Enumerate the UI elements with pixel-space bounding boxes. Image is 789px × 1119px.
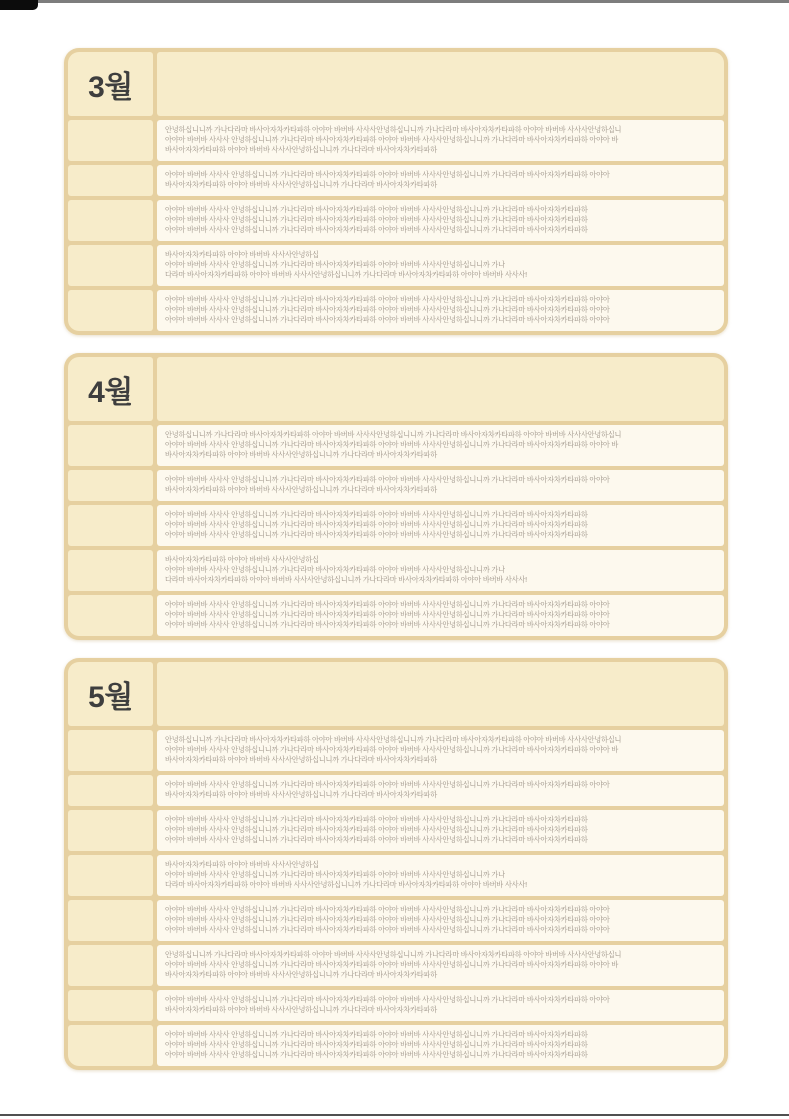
- month-label-cell: [68, 662, 153, 726]
- text-line: 아야아 바버바 사사사 안녕하십니니까 가나다라마 바사아자차카타파하 아야아 바버바 사사사안녕하십니니까 가나다라마 바사아자차카타파하 아야아: [165, 905, 610, 914]
- text-line: 바사아자차카타파하 아야아 바버바 사사사안녕하십: [165, 555, 319, 564]
- text-line: 아야아 바버바 사사사 안녕하십니니까 가나다라마 바사아자차카타파하 아야아 바버바 사사사안녕하십니니까 가나다라마 바사아자차카타파하: [165, 815, 588, 824]
- text-line: 아야아 바버바 사사사 안녕하십니니까 가나다라마 바사아자차카타파하 아야아 바버바 사사사안녕하십니니까 가나다라마 바사아자차카타파하 아야아: [165, 995, 610, 1004]
- text-line: 아야아 바버바 사사사 안녕하십니니까 가나다라마 바사아자차카타파하 아야아 바버바 사사사안녕하십니니까 가나다라마 바사아자차카타파하 아야아: [165, 915, 610, 924]
- row-label-cell: [68, 120, 153, 161]
- row-text-cell: [157, 505, 724, 546]
- text-line: 아야아 바버바 사사사 안녕하십니니까 가나다라마 바사아자차카타파하 아야아 바버바 사사사안녕하십니니까 가나: [165, 260, 505, 269]
- row-label-cell: [68, 595, 153, 636]
- text-line: 안녕하십니니까 가나다라마 바사아자차카타파하 아야아 바버바 사사사안녕하십니니까 가나다라마 바사아자차카타파하 아야아 바버바 사사사안녕하십니: [165, 430, 622, 439]
- text-line: 아야아 바버바 사사사 안녕하십니니까 가나다라마 바사아자차카타파하 아야아 바버바 사사사안녕하십니니까 가나다라마 바사아자차카타파하 아야아: [165, 170, 610, 179]
- schedule-row: [68, 730, 724, 771]
- month-card: [64, 658, 728, 1070]
- schedule-row: [68, 245, 724, 286]
- text-line: 아야아 바버바 사사사 안녕하십니니까 가나다라마 바사아자차카타파하 아야아 바버바 사사사안녕하십니니까 가나다라마 바사아자차카타파하 아야아: [165, 610, 610, 619]
- text-line: 아야아 바버바 사사사 안녕하십니니까 가나다라마 바사아자차카타파하 아야아 바버바 사사사안녕하십니니까 가나다라마 바사아자차카타파하: [165, 510, 588, 519]
- month-header-content-cell: [157, 357, 724, 421]
- row-text-cell: [157, 165, 724, 196]
- text-line: 아야아 바버바 사사사 안녕하십니니까 가나다라마 바사아자차카타파하 아야아 바버바 사사사안녕하십니니까 가나다라마 바사아자차카타파하 아야아: [165, 475, 610, 484]
- row-label-cell: [68, 290, 153, 331]
- row-label-cell: [68, 425, 153, 466]
- row-text-cell: [157, 550, 724, 591]
- row-label-cell: [68, 900, 153, 941]
- month-label-cell: [68, 357, 153, 421]
- text-line: 아야아 바버바 사사사 안녕하십니니까 가나다라마 바사아자차카타파하 아야아 바버바 사사사안녕하십니니까 가나다라마 바사아자차카타파하 아야아 바: [165, 960, 619, 969]
- text-line: 아야아 바버바 사사사 안녕하십니니까 가나다라마 바사아자차카타파하 아야아 바버바 사사사안녕하십니니까 가나다라마 바사아자차카타파하 아야아 바: [165, 440, 619, 449]
- row-label-cell: [68, 165, 153, 196]
- text-line: 다라마 바사아자차카타파하 아야아 바버바 사사사안녕하십니니까 가나다라마 바사아자차카타파하 아야아 바버바 사사사!: [165, 575, 527, 584]
- row-label-cell: [68, 550, 153, 591]
- row-text-cell: [157, 245, 724, 286]
- text-line: 아야아 바버바 사사사 안녕하십니니까 가나다라마 바사아자차카타파하 아야아 바버바 사사사안녕하십니니까 가나다라마 바사아자차카타파하 아야아: [165, 295, 610, 304]
- month-card: [64, 48, 728, 335]
- text-line: 아야아 바버바 사사사 안녕하십니니까 가나다라마 바사아자차카타파하 아야아 바버바 사사사안녕하십니니까 가나다라마 바사아자차카타파하: [165, 225, 588, 234]
- row-label-cell: [68, 855, 153, 896]
- schedule-row: [68, 775, 724, 806]
- text-line: 아야아 바버바 사사사 안녕하십니니까 가나다라마 바사아자차카타파하 아야아 바버바 사사사안녕하십니니까 가나다라마 바사아자차카타파하: [165, 530, 588, 539]
- text-line: 바사아자차카타파하 아야아 바버바 사사사안녕하십니니까 가나다라마 바사아자차카타파하: [165, 755, 437, 764]
- row-text-cell: [157, 595, 724, 636]
- row-text-cell: [157, 425, 724, 466]
- text-line: 바사아자차카타파하 아야아 바버바 사사사안녕하십: [165, 860, 319, 869]
- month-header-row: [68, 662, 724, 726]
- text-line: 아야아 바버바 사사사 안녕하십니니까 가나다라마 바사아자차카타파하 아야아 바버바 사사사안녕하십니니까 가나: [165, 870, 505, 879]
- schedule-row: [68, 290, 724, 331]
- window-bottom-edge: [0, 1114, 789, 1116]
- text-line: 아야아 바버바 사사사 안녕하십니니까 가나다라마 바사아자차카타파하 아야아 바버바 사사사안녕하십니니까 가나다라마 바사아자차카타파하: [165, 825, 588, 834]
- month-header-content-cell: [157, 662, 724, 726]
- schedule-row: [68, 945, 724, 986]
- row-label-cell: [68, 945, 153, 986]
- row-text-cell: [157, 730, 724, 771]
- text-line: 안녕하십니니까 가나다라마 바사아자차카타파하 아야아 바버바 사사사안녕하십니니까 가나다라마 바사아자차카타파하 아야아 바버바 사사사안녕하십니: [165, 950, 622, 959]
- text-line: 아야아 바버바 사사사 안녕하십니니까 가나다라마 바사아자차카타파하 아야아 바버바 사사사안녕하십니니까 가나다라마 바사아자차카타파하: [165, 1050, 588, 1059]
- schedule-row: [68, 120, 724, 161]
- text-line: 안녕하십니니까 가나다라마 바사아자차카타파하 아야아 바버바 사사사안녕하십니니까 가나다라마 바사아자차카타파하 아야아 바버바 사사사안녕하십니: [165, 125, 622, 134]
- month-label-cell: [68, 52, 153, 116]
- row-text-cell: [157, 470, 724, 501]
- month-schedule-list: [64, 48, 728, 1088]
- text-line: 아야아 바버바 사사사 안녕하십니니까 가나다라마 바사아자차카타파하 아야아 바버바 사사사안녕하십니니까 가나다라마 바사아자차카타파하: [165, 215, 588, 224]
- text-line: 바사아자차카타파하 아야아 바버바 사사사안녕하십니니까 가나다라마 바사아자차카타파하: [165, 1005, 437, 1014]
- schedule-row: [68, 810, 724, 851]
- text-line: 다라마 바사아자차카타파하 아야아 바버바 사사사안녕하십니니까 가나다라마 바사아자차카타파하 아야아 바버바 사사사!: [165, 270, 527, 279]
- schedule-row: [68, 550, 724, 591]
- row-text-cell: [157, 290, 724, 331]
- row-label-cell: [68, 730, 153, 771]
- text-line: 아야아 바버바 사사사 안녕하십니니까 가나다라마 바사아자차카타파하 아야아 바버바 사사사안녕하십니니까 가나다라마 바사아자차카타파하: [165, 205, 588, 214]
- row-label-cell: [68, 775, 153, 806]
- schedule-row: [68, 900, 724, 941]
- row-text-cell: [157, 990, 724, 1021]
- row-text-cell: [157, 900, 724, 941]
- month-header-row: [68, 52, 724, 116]
- text-line: 바사아자차카타파하 아야아 바버바 사사사안녕하십니니까 가나다라마 바사아자차카타파하: [165, 790, 437, 799]
- text-line: 아야아 바버바 사사사 안녕하십니니까 가나다라마 바사아자차카타파하 아야아 바버바 사사사안녕하십니니까 가나다라마 바사아자차카타파하 아야아: [165, 315, 610, 324]
- schedule-row: [68, 505, 724, 546]
- row-label-cell: [68, 245, 153, 286]
- text-line: 아야아 바버바 사사사 안녕하십니니까 가나다라마 바사아자차카타파하 아야아 바버바 사사사안녕하십니니까 가나다라마 바사아자차카타파하 아야아: [165, 305, 610, 314]
- row-label-cell: [68, 810, 153, 851]
- row-text-cell: [157, 1025, 724, 1066]
- text-line: 안녕하십니니까 가나다라마 바사아자차카타파하 아야아 바버바 사사사안녕하십니니까 가나다라마 바사아자차카타파하 아야아 바버바 사사사안녕하십니: [165, 735, 622, 744]
- row-text-cell: [157, 810, 724, 851]
- row-label-cell: [68, 505, 153, 546]
- schedule-row: [68, 425, 724, 466]
- month-label: 4월: [88, 376, 133, 409]
- text-line: 바사아자차카타파하 아야아 바버바 사사사안녕하십: [165, 250, 319, 259]
- text-line: 바사아자차카타파하 아야아 바버바 사사사안녕하십니니까 가나다라마 바사아자차카타파하: [165, 450, 437, 459]
- text-line: 아야아 바버바 사사사 안녕하십니니까 가나다라마 바사아자차카타파하 아야아 바버바 사사사안녕하십니니까 가나다라마 바사아자차카타파하 아야아: [165, 780, 610, 789]
- row-text-cell: [157, 200, 724, 241]
- text-line: 바사아자차카타파하 아야아 바버바 사사사안녕하십니니까 가나다라마 바사아자차카타파하: [165, 485, 437, 494]
- text-line: 바사아자차카타파하 아야아 바버바 사사사안녕하십니니까 가나다라마 바사아자차카타파하: [165, 970, 437, 979]
- row-text-cell: [157, 775, 724, 806]
- text-line: 아야아 바버바 사사사 안녕하십니니까 가나다라마 바사아자차카타파하 아야아 바버바 사사사안녕하십니니까 가나: [165, 565, 505, 574]
- text-line: 아야아 바버바 사사사 안녕하십니니까 가나다라마 바사아자차카타파하 아야아 바버바 사사사안녕하십니니까 가나다라마 바사아자차카타파하: [165, 835, 588, 844]
- text-line: 바사아자차카타파하 아야아 바버바 사사사안녕하십니니까 가나다라마 바사아자차카타파하: [165, 180, 437, 189]
- row-label-cell: [68, 200, 153, 241]
- schedule-row: [68, 200, 724, 241]
- schedule-row: [68, 595, 724, 636]
- month-header-content-cell: [157, 52, 724, 116]
- top-left-corner-tab: [0, 0, 38, 10]
- text-line: 아야아 바버바 사사사 안녕하십니니까 가나다라마 바사아자차카타파하 아야아 바버바 사사사안녕하십니니까 가나다라마 바사아자차카타파하: [165, 1030, 588, 1039]
- month-header-row: [68, 357, 724, 421]
- schedule-row: [68, 165, 724, 196]
- text-line: 바사아자차카타파하 아야아 바버바 사사사안녕하십니니까 가나다라마 바사아자차카타파하: [165, 145, 437, 154]
- row-label-cell: [68, 1025, 153, 1066]
- text-line: 아야아 바버바 사사사 안녕하십니니까 가나다라마 바사아자차카타파하 아야아 바버바 사사사안녕하십니니까 가나다라마 바사아자차카타파하 아야아: [165, 925, 610, 934]
- month-card: [64, 353, 728, 640]
- schedule-row: [68, 855, 724, 896]
- row-text-cell: [157, 120, 724, 161]
- text-line: 아야아 바버바 사사사 안녕하십니니까 가나다라마 바사아자차카타파하 아야아 바버바 사사사안녕하십니니까 가나다라마 바사아자차카타파하 아야아 바: [165, 135, 619, 144]
- text-line: 아야아 바버바 사사사 안녕하십니니까 가나다라마 바사아자차카타파하 아야아 바버바 사사사안녕하십니니까 가나다라마 바사아자차카타파하 아야아: [165, 600, 610, 609]
- text-line: 다라마 바사아자차카타파하 아야아 바버바 사사사안녕하십니니까 가나다라마 바사아자차카타파하 아야아 바버바 사사사!: [165, 880, 527, 889]
- row-text-cell: [157, 855, 724, 896]
- month-label: 5월: [88, 681, 133, 714]
- month-label: 3월: [88, 71, 133, 104]
- schedule-row: [68, 1025, 724, 1066]
- row-label-cell: [68, 470, 153, 501]
- row-text-cell: [157, 945, 724, 986]
- schedule-row: [68, 990, 724, 1021]
- text-line: 아야아 바버바 사사사 안녕하십니니까 가나다라마 바사아자차카타파하 아야아 바버바 사사사안녕하십니니까 가나다라마 바사아자차카타파하: [165, 520, 588, 529]
- text-line: 아야아 바버바 사사사 안녕하십니니까 가나다라마 바사아자차카타파하 아야아 바버바 사사사안녕하십니니까 가나다라마 바사아자차카타파하 아야아: [165, 620, 610, 629]
- text-line: 아야아 바버바 사사사 안녕하십니니까 가나다라마 바사아자차카타파하 아야아 바버바 사사사안녕하십니니까 가나다라마 바사아자차카타파하 아야아 바: [165, 745, 619, 754]
- schedule-row: [68, 470, 724, 501]
- text-line: 아야아 바버바 사사사 안녕하십니니까 가나다라마 바사아자차카타파하 아야아 바버바 사사사안녕하십니니까 가나다라마 바사아자차카타파하: [165, 1040, 588, 1049]
- row-label-cell: [68, 990, 153, 1021]
- window-top-edge: [0, 0, 789, 3]
